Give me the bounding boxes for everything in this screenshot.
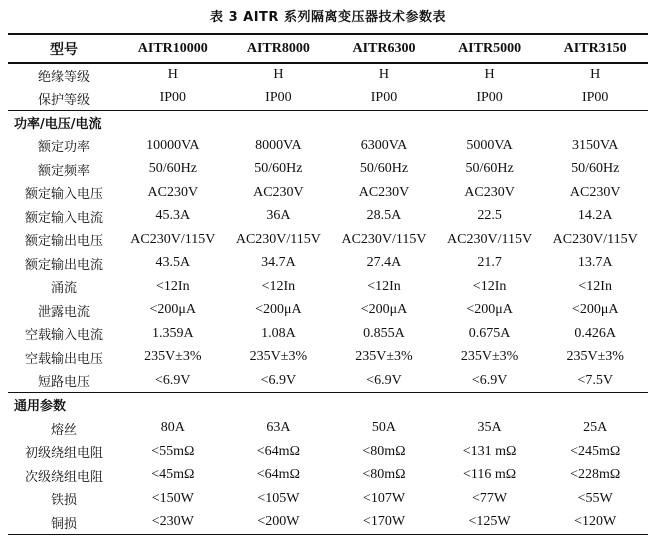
cell-value: 0.855A bbox=[363, 325, 405, 341]
model-header: AITR6300 bbox=[352, 40, 416, 56]
cell-value: 28.5A bbox=[366, 208, 402, 224]
cell-value: 34.7A bbox=[261, 255, 296, 271]
table-row bbox=[8, 346, 648, 370]
row-label: 额定输入电压 bbox=[24, 187, 103, 203]
cell-value: 43.5A bbox=[155, 255, 191, 271]
cell-value: 50A bbox=[371, 420, 397, 436]
cell-value: 235V±3% bbox=[355, 349, 413, 365]
row-label: 额定输出电流 bbox=[24, 257, 103, 273]
cell-value: 50/60Hz bbox=[148, 161, 197, 177]
cell-value: <45mΩ bbox=[151, 467, 195, 483]
cell-value: 13.7A bbox=[577, 255, 613, 271]
table-row bbox=[8, 252, 648, 276]
cell-value: 21.7 bbox=[477, 255, 502, 271]
cell-value: AC230V/115V bbox=[235, 231, 321, 247]
row-label: 泄露电流 bbox=[37, 304, 90, 320]
row-label: 初级绕组电阻 bbox=[24, 446, 103, 462]
cell-value: <12In bbox=[156, 278, 190, 294]
cell-value: <64mΩ bbox=[256, 443, 300, 459]
model-header: AITR10000 bbox=[137, 40, 208, 56]
cell-value: <7.5V bbox=[577, 372, 613, 388]
cell-value: <55W bbox=[577, 490, 613, 506]
cell-value: 36A bbox=[266, 208, 291, 224]
row-label: 次级绕组电阻 bbox=[24, 469, 103, 485]
table-row bbox=[8, 417, 648, 441]
cell-value: IP00 bbox=[476, 90, 503, 105]
table-row bbox=[8, 181, 648, 205]
row-label: 额定频率 bbox=[37, 163, 90, 179]
row-label: 铁损 bbox=[50, 493, 77, 509]
cell-value: <80mΩ bbox=[362, 443, 406, 459]
cell-value: AC230V/115V bbox=[552, 231, 638, 247]
cell-value: 6300VA bbox=[360, 137, 408, 153]
cell-value: 0.426A bbox=[574, 325, 616, 341]
cell-value: <228mΩ bbox=[570, 467, 621, 483]
cell-value: <230W bbox=[151, 514, 194, 529]
table-row bbox=[8, 487, 648, 511]
table-row bbox=[8, 275, 648, 299]
row-label: 保护等级 bbox=[37, 92, 90, 108]
cell-value: 1.08A bbox=[261, 325, 296, 341]
cell-value: <6.9V bbox=[366, 372, 402, 388]
cell-value: <200μA bbox=[571, 302, 619, 318]
table-row bbox=[8, 134, 648, 158]
basic-rows bbox=[8, 63, 648, 110]
cell-value: <200W bbox=[257, 514, 300, 529]
row-label: 额定功率 bbox=[37, 140, 90, 156]
cell-value: <131 mΩ bbox=[462, 443, 517, 459]
cell-value: 235V±3% bbox=[144, 349, 202, 365]
cell-value: <120W bbox=[574, 514, 617, 529]
cell-value: IP00 bbox=[265, 90, 292, 105]
cell-value: <170W bbox=[362, 514, 406, 529]
cell-value: <116 mΩ bbox=[462, 467, 517, 483]
cell-value: <105W bbox=[257, 490, 300, 506]
cell-value: 235V±3% bbox=[566, 349, 624, 365]
cell-value: IP00 bbox=[370, 90, 398, 105]
row-label: 额定输入电流 bbox=[24, 210, 103, 226]
section-title: 功率/电压/电流 bbox=[14, 116, 102, 132]
cell-value: <200μA bbox=[360, 302, 408, 318]
cell-value: AC230V bbox=[358, 184, 410, 200]
cell-value: <77W bbox=[472, 490, 508, 506]
cell-value: AC230V/115V bbox=[130, 231, 216, 247]
cell-value: <125W bbox=[468, 514, 511, 529]
model-header-label: 型号 bbox=[50, 41, 78, 58]
row-label: 绝缘等级 bbox=[37, 69, 90, 85]
section-title: 通用参数 bbox=[14, 399, 67, 415]
power-section bbox=[8, 110, 648, 393]
cell-value: 45.3A bbox=[155, 208, 191, 224]
cell-value: IP00 bbox=[581, 90, 609, 105]
row-label: 熔丝 bbox=[50, 422, 77, 438]
cell-value: 0.675A bbox=[468, 325, 511, 341]
table-row bbox=[8, 87, 648, 111]
table-caption: 表 3 AITR 系列隔离变压器技术参数表 bbox=[210, 10, 446, 25]
cell-value: <55mΩ bbox=[151, 443, 195, 459]
cell-value: 1.359A bbox=[151, 325, 194, 341]
table-row bbox=[8, 369, 648, 393]
cell-value: <200μA bbox=[149, 302, 197, 318]
cell-value: <150W bbox=[151, 490, 194, 506]
cell-value: <6.9V bbox=[155, 372, 191, 388]
cell-value: H bbox=[590, 67, 601, 83]
cell-value: 27.4A bbox=[366, 255, 402, 271]
cell-value: AC230V/115V bbox=[447, 231, 533, 247]
cell-value: AC230V bbox=[147, 184, 199, 200]
table-row bbox=[8, 464, 648, 488]
cell-value: <80mΩ bbox=[362, 467, 406, 483]
table-header bbox=[8, 34, 648, 63]
table-row bbox=[8, 440, 648, 464]
cell-value: <64mΩ bbox=[256, 467, 300, 483]
cell-value: 50/60Hz bbox=[254, 161, 303, 177]
cell-value: 35A bbox=[477, 420, 502, 436]
table-row bbox=[8, 511, 648, 535]
cell-value: 14.2A bbox=[577, 208, 613, 224]
cell-value: AC230V bbox=[464, 184, 515, 200]
cell-value: <12In bbox=[472, 278, 507, 294]
table-row bbox=[8, 299, 648, 323]
cell-value: <200μA bbox=[466, 302, 513, 318]
model-header: AITR8000 bbox=[246, 40, 310, 56]
model-header: AITR3150 bbox=[563, 40, 627, 56]
cell-value: 63A bbox=[266, 420, 291, 436]
spec-table bbox=[8, 33, 648, 535]
cell-value: 235V±3% bbox=[249, 349, 308, 365]
cell-value: H bbox=[167, 67, 178, 83]
cell-value: 50/60Hz bbox=[465, 161, 514, 177]
cell-value: <12In bbox=[261, 278, 296, 294]
cell-value: IP00 bbox=[159, 90, 187, 105]
model-header: AITR5000 bbox=[458, 40, 522, 56]
table-row bbox=[8, 158, 648, 182]
table-row bbox=[8, 205, 648, 229]
cell-value: <6.9V bbox=[260, 372, 297, 388]
cell-value: 5000VA bbox=[466, 137, 513, 153]
cell-value: <245mΩ bbox=[570, 443, 621, 459]
row-label: 铜损 bbox=[50, 516, 77, 532]
cell-value: H bbox=[378, 67, 390, 83]
cell-value: <12In bbox=[578, 278, 612, 294]
row-label: 短路电压 bbox=[37, 375, 90, 390]
table-row bbox=[8, 228, 648, 252]
cell-value: 22.5 bbox=[477, 208, 502, 224]
cell-value: <200μA bbox=[255, 302, 302, 318]
cell-value: <107W bbox=[362, 490, 406, 506]
row-label: 额定输出电压 bbox=[24, 234, 103, 250]
cell-value: H bbox=[484, 67, 495, 83]
cell-value: 25A bbox=[583, 420, 608, 436]
row-label: 涌流 bbox=[50, 281, 77, 297]
cell-value: H bbox=[273, 67, 284, 83]
cell-value: 3150VA bbox=[571, 137, 619, 153]
cell-value: <6.9V bbox=[471, 372, 508, 388]
cell-value: 50/60Hz bbox=[571, 161, 620, 177]
table-row bbox=[8, 322, 648, 346]
general-section bbox=[8, 393, 648, 535]
cell-value: <12In bbox=[367, 278, 401, 294]
cell-value: AC230V bbox=[569, 184, 621, 200]
table-row bbox=[8, 63, 648, 87]
cell-value: AC230V bbox=[253, 184, 304, 200]
cell-value: 10000VA bbox=[146, 137, 200, 153]
row-label: 空载输出电压 bbox=[24, 351, 103, 367]
cell-value: 50/60Hz bbox=[359, 161, 409, 177]
cell-value: 8000VA bbox=[255, 137, 302, 153]
row-label: 空载输入电流 bbox=[24, 328, 103, 344]
cell-value: 235V±3% bbox=[460, 349, 519, 365]
cell-value: AC230V/115V bbox=[341, 231, 427, 247]
cell-value: 80A bbox=[160, 420, 185, 436]
